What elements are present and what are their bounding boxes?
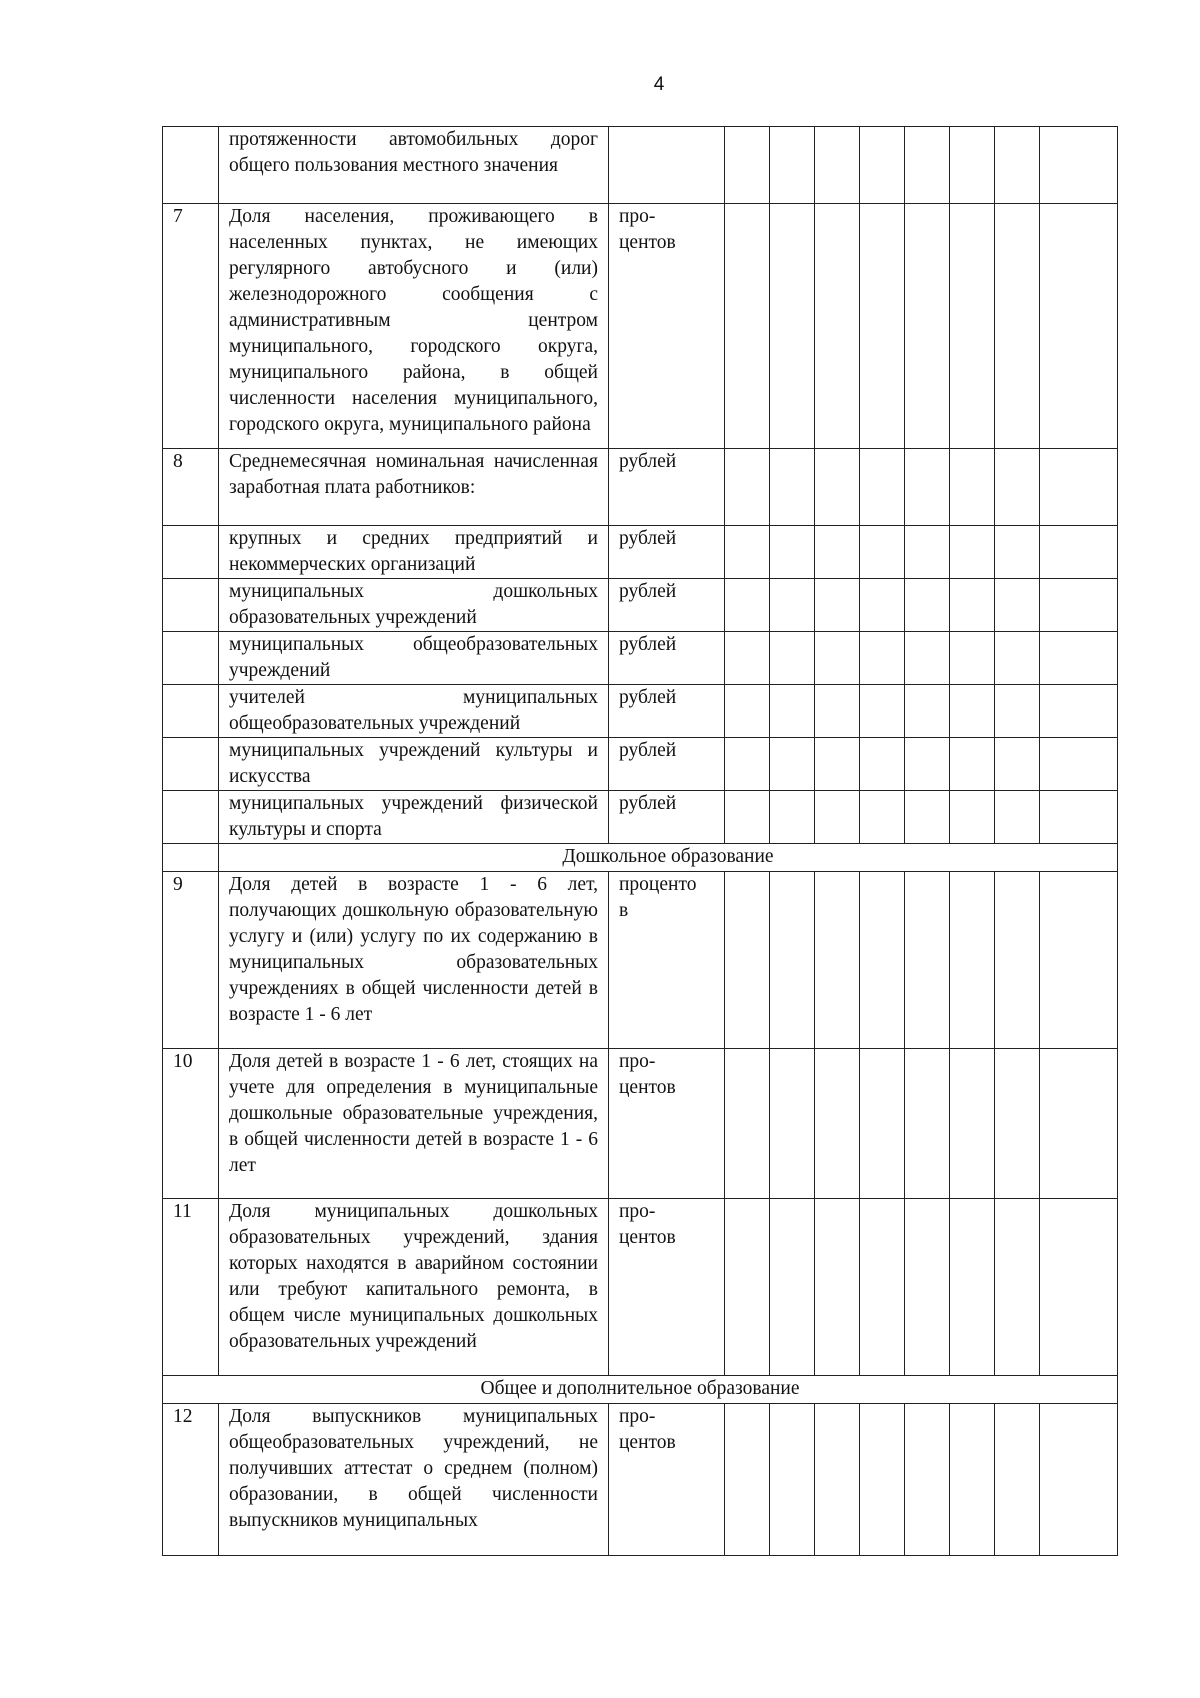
value-cell [1040,449,1118,526]
row-number [163,791,219,844]
value-cell [770,526,815,579]
value-cell [815,1404,860,1556]
value-cell [905,204,950,449]
indicator-name: Доля муниципальных дошкольных образовательных учреждений, здания которых находятся в аварийном состоянии или требуют капитального ремонта, в общем числе муниципальных дошкольных образовательных учреждений [219,1199,609,1376]
value-cell [950,1049,995,1199]
table-row [163,685,1118,738]
unit-of-measure: проценто в [609,872,725,1049]
value-cell [725,1404,770,1556]
unit-of-measure: рублей [609,685,725,738]
value-cell [860,127,905,204]
value-cell [1040,791,1118,844]
value-cell [950,449,995,526]
value-cell [770,204,815,449]
table-row [163,1404,1118,1556]
value-cell [950,872,995,1049]
value-cell [950,791,995,844]
value-cell [995,204,1040,449]
value-cell [860,204,905,449]
value-cell [950,632,995,685]
value-cell [860,685,905,738]
value-cell [950,526,995,579]
value-cell [725,526,770,579]
table-row [163,579,1118,632]
value-cell [815,1049,860,1199]
value-cell [770,791,815,844]
indicator-name: Доля населения, проживающего в населенных пунктах, не имеющих регулярного автобусного и (или) железнодорожного сообщения с административным центром муниципального, городского округа, муниципального района, в общей численности населения муниципального, городского округа, муниципального района [219,204,609,449]
indicator-name: Среднемесячная номинальная начисленная заработная плата работников: [219,449,609,526]
value-cell [860,1199,905,1376]
value-cell [725,872,770,1049]
section-title: Общее и дополнительное образование [163,1376,1118,1404]
value-cell [995,632,1040,685]
value-cell [995,872,1040,1049]
section-header-row [163,844,1118,872]
value-cell [815,127,860,204]
unit-of-measure: про- центов [609,1404,725,1556]
row-number [163,738,219,791]
unit-of-measure [609,127,725,204]
value-cell [860,1404,905,1556]
indicator-name: муниципальных общеобразовательных учреждений [219,632,609,685]
row-number: 7 [163,204,219,449]
table-body [163,127,1118,1556]
row-number: 8 [163,449,219,526]
value-cell [905,1049,950,1199]
unit-of-measure: про- центов [609,1049,725,1199]
value-cell [995,526,1040,579]
value-cell [815,449,860,526]
indicator-name: крупных и средних предприятий и некоммерческих организаций [219,526,609,579]
value-cell [770,1049,815,1199]
value-cell [770,1404,815,1556]
value-cell [770,579,815,632]
value-cell [950,204,995,449]
row-number: 12 [163,1404,219,1556]
row-number [163,526,219,579]
value-cell [815,204,860,449]
value-cell [860,449,905,526]
indicator-name: муниципальных учреждений культуры и искусства [219,738,609,791]
unit-of-measure: рублей [609,791,725,844]
unit-of-measure: про- центов [609,1199,725,1376]
value-cell [815,526,860,579]
table-row [163,1049,1118,1199]
value-cell [905,1404,950,1556]
value-cell [725,738,770,791]
value-cell [905,1199,950,1376]
value-cell [770,449,815,526]
value-cell [950,1404,995,1556]
value-cell [905,791,950,844]
value-cell [770,685,815,738]
value-cell [905,127,950,204]
indicator-name: Доля выпускников муниципальных общеобразовательных учреждений, не получивших аттестат о среднем (полном) образовании, в общей численности выпускников муниципальных [219,1404,609,1556]
value-cell [815,579,860,632]
table-row [163,791,1118,844]
row-number [163,632,219,685]
unit-of-measure: рублей [609,738,725,791]
value-cell [995,791,1040,844]
section-title: Дошкольное образование [219,844,1118,872]
indicator-name: Доля детей в возрасте 1 - 6 лет, получающих дошкольную образовательную услугу и (или) услугу по их содержанию в муниципальных образовательных учреждениях в общей численности детей в возрасте 1 - 6 лет [219,872,609,1049]
value-cell [995,1049,1040,1199]
value-cell [995,738,1040,791]
value-cell [1040,872,1118,1049]
value-cell [950,1199,995,1376]
row-number [163,685,219,738]
indicator-name: муниципальных учреждений физической культуры и спорта [219,791,609,844]
row-number [163,127,219,204]
table-row [163,127,1118,204]
value-cell [1040,526,1118,579]
value-cell [905,685,950,738]
value-cell [860,872,905,1049]
value-cell [995,449,1040,526]
unit-of-measure: про- центов [609,204,725,449]
value-cell [725,204,770,449]
value-cell [950,685,995,738]
value-cell [725,791,770,844]
table-row [163,738,1118,791]
table-row [163,526,1118,579]
table-row [163,449,1118,526]
value-cell [815,632,860,685]
value-cell [770,127,815,204]
value-cell [995,1404,1040,1556]
indicator-name: протяженности автомобильных дорог общего пользования местного значения [219,127,609,204]
value-cell [1040,738,1118,791]
value-cell [725,1049,770,1199]
table-row [163,872,1118,1049]
value-cell [815,791,860,844]
value-cell [725,127,770,204]
value-cell [770,738,815,791]
unit-of-measure: рублей [609,526,725,579]
row-number: 9 [163,872,219,1049]
value-cell [905,579,950,632]
value-cell [905,526,950,579]
value-cell [770,632,815,685]
value-cell [860,791,905,844]
indicator-name: учителей муниципальных общеобразовательных учреждений [219,685,609,738]
table-row [163,204,1118,449]
table-row [163,632,1118,685]
value-cell [950,579,995,632]
value-cell [725,579,770,632]
value-cell [815,738,860,791]
value-cell [905,872,950,1049]
value-cell [1040,1199,1118,1376]
value-cell [995,579,1040,632]
value-cell [860,579,905,632]
value-cell [995,685,1040,738]
indicator-name: муниципальных дошкольных образовательных учреждений [219,579,609,632]
value-cell [995,127,1040,204]
value-cell [815,685,860,738]
unit-of-measure: рублей [609,632,725,685]
value-cell [860,738,905,791]
value-cell [815,872,860,1049]
value-cell [1040,1404,1118,1556]
row-number: 11 [163,1199,219,1376]
value-cell [995,1199,1040,1376]
indicators-table [162,126,1118,1556]
value-cell [905,449,950,526]
section-header-row [163,1376,1118,1404]
value-cell [1040,204,1118,449]
table-row [163,1199,1118,1376]
value-cell [725,632,770,685]
value-cell [860,1049,905,1199]
row-number [163,579,219,632]
value-cell [1040,579,1118,632]
value-cell [1040,632,1118,685]
value-cell [725,449,770,526]
value-cell [725,1199,770,1376]
row-number [163,844,219,872]
unit-of-measure: рублей [609,449,725,526]
value-cell [725,685,770,738]
value-cell [950,127,995,204]
value-cell [770,1199,815,1376]
indicator-name: Доля детей в возрасте 1 - 6 лет, стоящих на учете для определения в муниципальные дошкольные образовательные учреждения, в общей численности детей в возрасте 1 - 6 лет [219,1049,609,1199]
row-number: 10 [163,1049,219,1199]
value-cell [1040,1049,1118,1199]
value-cell [770,872,815,1049]
value-cell [905,632,950,685]
unit-of-measure: рублей [609,579,725,632]
value-cell [1040,685,1118,738]
value-cell [1040,127,1118,204]
value-cell [905,738,950,791]
value-cell [950,738,995,791]
value-cell [860,632,905,685]
page-number: 4 [653,74,665,95]
value-cell [860,526,905,579]
value-cell [815,1199,860,1376]
